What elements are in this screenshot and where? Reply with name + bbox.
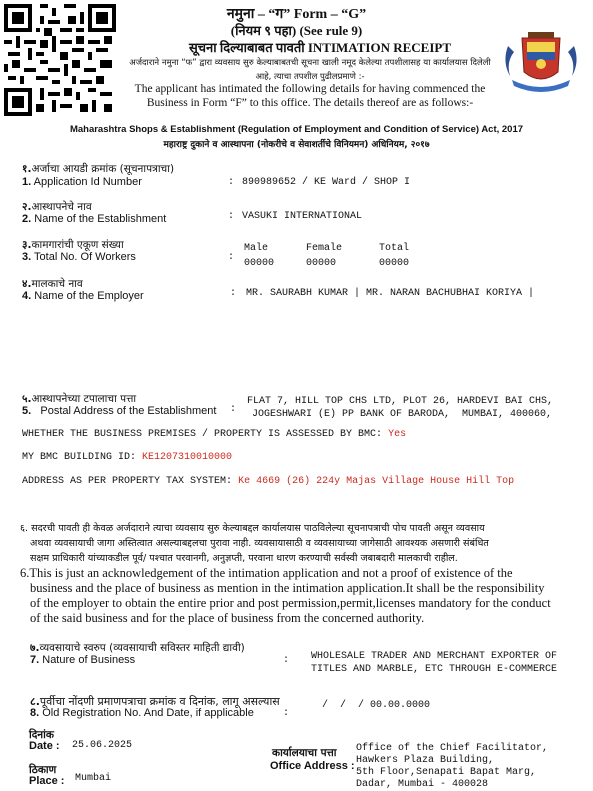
bmc-id-row: MY BMC BUILDING ID: KE1207310010000: [22, 452, 233, 463]
place-value: Mumbai: [75, 773, 112, 784]
office-label-en: Office Address :: [270, 760, 355, 772]
receipt-heading: सूचना दिल्याबाबत पावती INTIMATION RECEIPT: [188, 40, 451, 55]
date-value: 25.06.2025: [72, 740, 133, 751]
male-count: 00000: [244, 258, 275, 269]
est-name-label-mr: २.आस्थापनेचे नाव: [22, 201, 92, 213]
address-label-mr: ५.आस्थापनेच्या टपालाचा पत्ता: [22, 393, 137, 405]
address-line-2: JOGESHWARI (E) PP BANK OF BARODA, MUMBAI, 400060,: [252, 409, 553, 420]
nature-line-2: TITLES AND MARBLE, ETC THROUGH E-COMMERCE: [311, 664, 558, 675]
bmc-id-value: KE1207310010000: [142, 452, 233, 463]
employer-label-mr: ४.मालकाचे नाव: [22, 278, 83, 290]
employer-colon: :: [230, 288, 237, 299]
old-reg-label-en: 8. Old Registration No. And Date, if applicable: [30, 707, 254, 719]
nature-label-mr: ७.व्यवसायाचे स्वरुप (व्यवसायाची सविस्तर माहिती द्यावी): [30, 642, 245, 654]
note-english-line-2: business and the place of business as mention in the intimation application.It shall be the responsibility: [30, 581, 545, 595]
employer-value: MR. SAURABH KUMAR | MR. NARAN BACHUBHAI KORIYA |: [246, 288, 535, 299]
english-intro-line-1: The applicant has intimated the following details for having commenced the: [134, 83, 486, 95]
est-name-label-en: 2. Name of the Establishment: [22, 213, 167, 225]
nature-colon: :: [283, 655, 290, 666]
tax-address-row: ADDRESS AS PER PROPERTY TAX SYSTEM: Ke 4669 (26) 224y Majas Village House Hill Top: [22, 476, 515, 487]
office-label-mr: कार्यालयाचा पत्ता: [272, 747, 337, 759]
app-id-value: 890989652 / KE Ward / SHOP I: [242, 177, 411, 188]
place-label-en: Place :: [29, 775, 65, 787]
marathi-intro-paragraph: अर्जदाराने नमुना “फ” द्वारा व्यवसाय सुरु केल्याबाबतची सूचना खाली नमूद केलेल्या तपशीलासह या कार्यालयास दिलेली आहे, त्याचा तपशील पुढीलप्रमाणे :-: [129, 58, 491, 82]
date-label-en: Date :: [29, 740, 60, 752]
rule-reference: (नियम ९ पहा) (See rule 9): [230, 23, 363, 38]
old-reg-value: / / / 00.00.0000: [322, 700, 431, 711]
note-english-line-4: of the said business and for the place of business from the concerned authority.: [30, 611, 425, 625]
office-address-line-1: Office of the Chief Facilitator,: [356, 743, 549, 754]
act-title-marathi: महाराष्ट्र दुकाने व आस्थापना (नोकरीचे व सेवाशर्तीचे विनियमन) अधिनियम, २०१७: [163, 140, 430, 150]
male-header: Male: [244, 243, 269, 254]
note-english-line-1: 6.This is just an acknowledgement of the intimation application and not a proof of existence of the: [20, 566, 513, 580]
form-title: नमुना – “ग” Form – “G”: [226, 7, 367, 22]
app-id-colon: :: [228, 177, 235, 188]
est-name-value: VASUKI INTERNATIONAL: [242, 211, 363, 222]
workers-colon: :: [228, 252, 235, 263]
app-id-label-en: 1. Application Id Number: [22, 176, 142, 188]
place-label-mr: ठिकाण: [29, 764, 57, 776]
act-title-english: Maharashtra Shops & Establishment (Regulation of Employment and Condition of Service) Act, 2017: [69, 124, 524, 135]
tax-address-value: Ke 4669 (26) 224y Majas Village House Hill Top: [238, 476, 515, 487]
workers-label-mr: ३.कामगारांची एकूण संख्या: [22, 239, 124, 251]
nature-line-1: WHOLESALE TRADER AND MERCHANT EXPORTER OF: [311, 651, 558, 662]
address-label-en: 5. Postal Address of the Establishment: [22, 405, 217, 417]
note-marathi-line-3: सक्षम प्राधिकारी यांच्याकडील पूर्व/ पश्चात परवानगी, अनुज्ञप्ती, परवाना धारण करण्याची सर्वस्वी जबाबदारी मालकाची राहील.: [30, 553, 458, 564]
english-intro-line-2: Business in Form “F” to this office. The details thereof are as follows:-: [146, 97, 474, 109]
nature-label-en: 7. Nature of Business: [30, 654, 136, 666]
office-address-line-2: Hawkers Plaza Building,: [356, 755, 495, 766]
employer-label-en: 4. Name of the Employer: [22, 290, 144, 302]
assessed-value: Yes: [388, 429, 407, 440]
address-line-1: FLAT 7, HILL TOP CHS LTD, PLOT 26, HARDEVI BAI CHS,: [247, 396, 554, 407]
female-header: Female: [306, 243, 343, 254]
date-label-mr: दिनांक: [29, 729, 54, 741]
app-id-label-mr: १.अर्जाचा आयडी क्रमांक (सूचनापत्राचा): [22, 163, 175, 175]
workers-label-en: 3. Total No. Of Workers: [22, 251, 136, 263]
old-reg-colon: :: [283, 708, 290, 719]
address-colon: :: [230, 404, 237, 415]
office-address-line-4: Dadar, Mumbai - 400028: [356, 779, 489, 790]
office-address-line-3: 5th Floor,Senapati Bapat Marg,: [356, 767, 537, 778]
total-count: 00000: [379, 258, 410, 269]
note-marathi-line-2: अथवा व्यवसायाची जागा अस्तित्वात असल्याबद्दलचा पुरावा नाही. व्यवसायासाठी व व्यवसायाच्या जागेसाठी आवश्यक असणारी संबंधित: [30, 538, 489, 549]
assessed-row: WHETHER THE BUSINESS PREMISES / PROPERTY IS ASSESSED BY BMC: Yes: [22, 429, 407, 440]
old-reg-label-mr: ८.पूर्वीचा नोंदणी प्रमाणपत्राचा क्रमांक व दिनांक, लागू असल्यास: [30, 695, 280, 708]
note-english-line-3: of the employer to obtain the entire prior and post permission,permit,licenses mandatory for the conduct: [30, 596, 551, 610]
female-count: 00000: [306, 258, 337, 269]
est-name-colon: :: [228, 211, 235, 222]
total-header: Total: [379, 243, 410, 254]
note-marathi-line-1: ६. सदरची पावती ही केवळ अर्जदाराने त्याचा व्यवसाय सुरु केल्याबद्दल कार्यालयास पाठविलेल्या सूचनापत्राची पोच पावती असून व्यवसाय: [20, 523, 485, 534]
